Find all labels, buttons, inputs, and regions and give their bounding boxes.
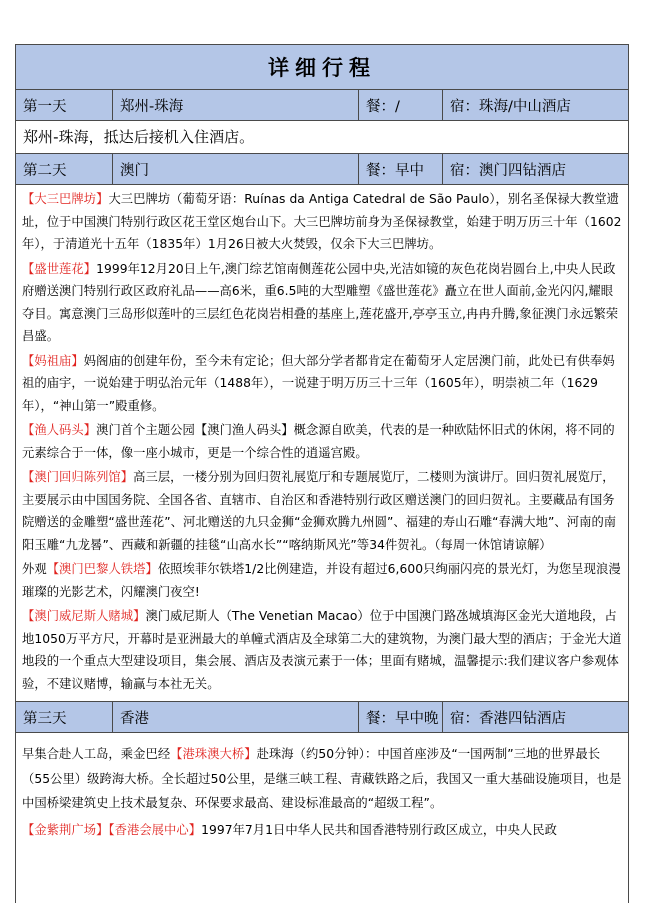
day-hotel: 宿：澳门四钻酒店 — [450, 162, 566, 179]
itinerary-table — [15, 44, 629, 903]
day-route: 香港 — [113, 702, 359, 732]
attraction-paragraph — [22, 558, 622, 603]
day-meals: 餐：/ — [359, 90, 443, 120]
attraction-paragraph — [22, 742, 622, 816]
attraction-text: 依照埃菲尔铁塔1/2比例建造，并设有超过6,600只绚丽闪亮的景光灯，为您呈现浪漫璀璨的光影艺术，闪耀澳门夜空! — [22, 562, 621, 599]
day-meals: 餐：早中晚 — [359, 702, 443, 732]
attraction-prefix: 外观 — [22, 562, 47, 576]
attraction-tag: 【港珠澳大桥】 — [170, 747, 257, 761]
attraction-tag: 【渔人码头】 — [22, 423, 97, 437]
day-label: 第三天 — [16, 702, 113, 732]
attraction-text: 1997年7月1日中华人民共和国香港特别行政区成立，中央人民政 — [201, 822, 557, 837]
attraction-tag: 【盛世莲花】 — [22, 261, 97, 276]
attraction-text: 高三层，一楼分别为回归贺礼展览厅和专题展览厅，二楼则为演讲厅。回归贺礼展览厅，主要展示由中国国务院、全国各省、直辖市、自治区和香港特别行政区赠送澳门的回归贺礼。主要藏品有国务院赠送的金雕塑“盛世莲花”、河北赠送的九只金狮“金狮欢腾九州圆”、福建的寿山石雕“春满大地”、河南的南阳玉雕“九龙晷”、西藏和新疆的挂毯“山高水长”“喀纳斯风光”等34件贺礼。（每周一休馆请谅解） — [22, 470, 617, 552]
day-label: 第二天 — [16, 154, 113, 184]
day-route: 澳门 — [113, 154, 359, 184]
attraction-text: 澳门威尼斯人（The Venetian Macao）位于中国澳门路氹城填海区金光大道地段，占地1050万平方尺，开幕时是亚洲最大的单幢式酒店及全球第二大的建筑物，为澳门最大型的酒店；于金光大道地段的一个重点大型建设项目，集会展、酒店及表演元素于一体；里面有赌城，温馨提示:我们建议客户参观体验，不建议赌博，输赢与本社无关。 — [22, 609, 622, 691]
attraction-tag: 【澳门威尼斯人赌城】 — [22, 609, 146, 623]
attraction-paragraph — [22, 350, 622, 418]
day-label: 第一天 — [16, 90, 113, 120]
day-header-row — [16, 90, 628, 121]
day-header-row — [16, 702, 628, 733]
attraction-paragraph — [22, 818, 622, 843]
attraction-paragraph — [22, 466, 622, 556]
attraction-paragraph — [22, 419, 622, 464]
day-description: 郑州-珠海，抵达后接机入住酒店。 — [16, 121, 628, 154]
page-title: 详细行程 — [16, 45, 628, 90]
day-hotel: 宿：珠海/中山酒店 — [450, 98, 571, 115]
day-route: 郑州-珠海 — [113, 90, 359, 120]
day-hotel: 宿：香港四钻酒店 — [450, 710, 566, 727]
attraction-text: 澳门首个主题公园【澳门渔人码头】概念源自欧美，代表的是一种欧陆怀旧式的休闲，将不同的元素综合于一体，像一座小城市，更是一个综合性的逍遥宫殿。 — [22, 423, 615, 460]
attraction-text: 妈阁庙的创建年份，至今未有定论；但大部分学者都肯定在葡萄牙人定居澳门前，此处已有供奉妈祖的庙宇，一说始建于明弘治元年（1488年），一说建于明万历三十三年（1605年），明崇祯二年（1629年），“神山第一”殿重修。 — [22, 353, 615, 413]
attraction-text: 大三巴牌坊（葡萄牙语：Ruínas da Antiga Catedral de São Paulo），别名圣保禄大教堂遗址，位于中国澳门特别行政区花王堂区炮台山下。大三巴牌坊前身为圣保禄教堂，始建于明万历三十年（1602年），于清道光十五年（1835年）1月26日被大火焚毁，仅余下大三巴牌坊。 — [22, 192, 622, 251]
attraction-tag: 【香港会展中心】 — [108, 822, 202, 837]
attraction-tag: 【澳门回归陈列馆】 — [22, 470, 134, 484]
attraction-paragraph — [22, 605, 622, 695]
day-meals: 餐：早中 — [359, 154, 443, 184]
attraction-paragraph — [22, 258, 622, 348]
attraction-text: 1999年12月20日上午,澳门综艺馆南侧莲花公园中央,光洁如镜的灰色花岗岩圆台上,中央人民政府赠送澳门特别行政区政府礼品——高6米，重6.5吨的大型雕塑《盛世莲花》矗立在世人面前,金光闪闪,耀眼夺目。寓意澳门三岛形似莲叶的三层红色花岗岩相叠的基座上,莲花盛开,亭亭玉立,冉冉升腾,象征澳门永远繁荣昌盛。 — [22, 261, 619, 343]
attraction-paragraph — [22, 188, 622, 256]
attraction-tag: 【大三巴牌坊】 — [22, 192, 109, 206]
day-description — [16, 733, 628, 848]
day-description — [16, 185, 628, 702]
attraction-text: 早集合赴人工岛，乘金巴经 — [22, 747, 171, 761]
attraction-text: 赴珠海（约50分钟）：中国首座涉及“一国两制”三地的世界最长（55公里）级跨海大桥。全长超过50公里，是继三峡工程、青藏铁路之后，我国又一重大基础设施项目，也是中国桥梁建筑史上技术最复杂、环保要求最高、建设标准最高的“超级工程”。 — [22, 747, 622, 810]
attraction-tag: 【澳门巴黎人铁塔】 — [46, 562, 158, 576]
attraction-tag: 【金紫荆广场】 — [22, 822, 109, 837]
day-header-row — [16, 154, 628, 185]
attraction-tag: 【妈祖庙】 — [22, 353, 84, 368]
